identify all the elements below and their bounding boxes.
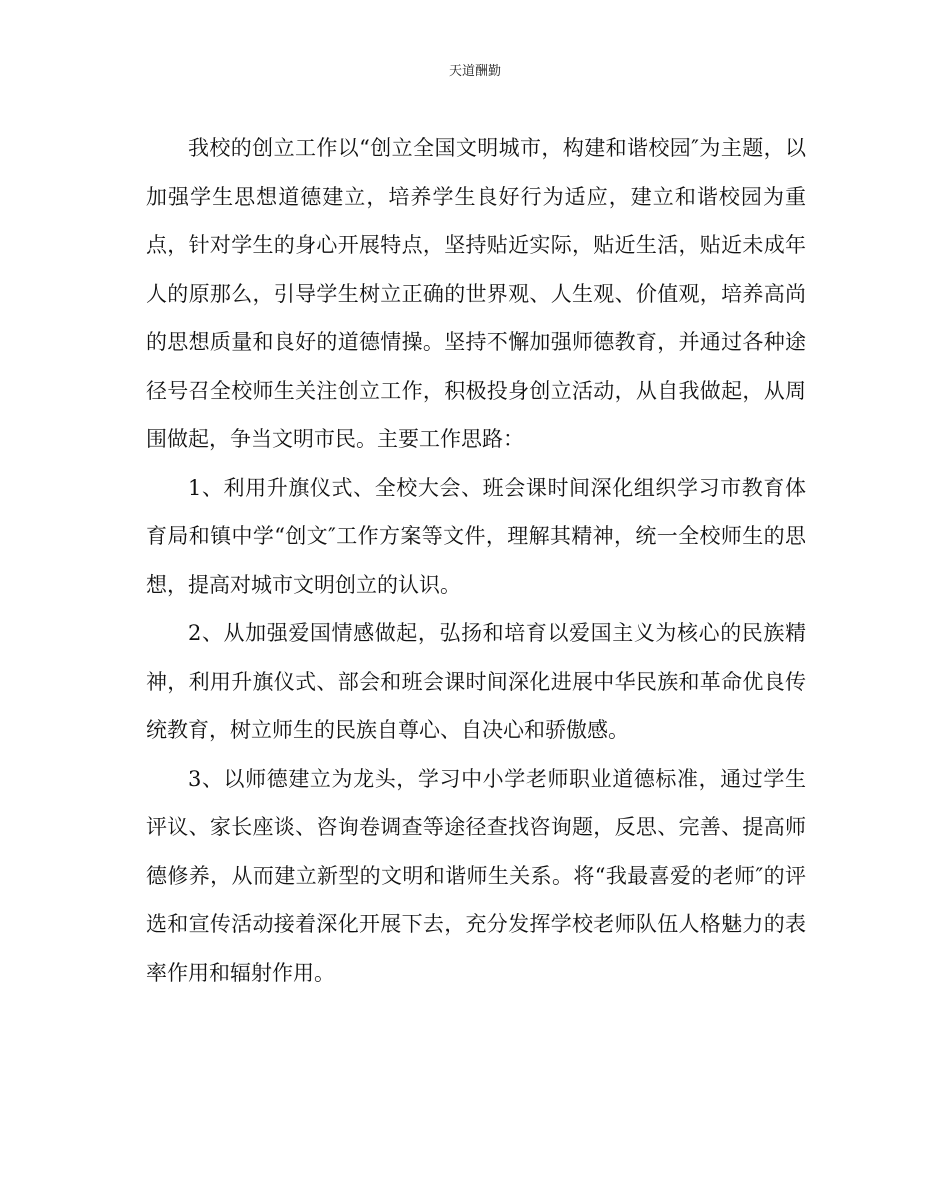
point-2-paragraph: 2、从加强爱国情感做起，弘扬和培育以爱国主义为核心的民族精神，利用升旗仪式、部会和班会课时间深化进展中华民族和革命优良传统教育，树立师生的民族自尊心、自决心和骄傲感。 <box>146 621 806 742</box>
point-1-paragraph: 1、利用升旗仪式、全校大会、班会课时间深化组织学习市教育体育局和镇中学“创文″工作方案等文件，理解其精神，统一全校师生的思想，提高对城市文明创立的认识。 <box>146 475 806 597</box>
point-3-paragraph: 3、以师德建立为龙头，学习中小学老师职业道德标准，通过学生评议、家长座谈、咨询卷调查等途径查找咨询题，反思、完善、提高师德修养，从而建立新型的文明和谐师生关系。将“我最喜爱的老师″的评选和宣传活动接着深化开展下去，充分发挥学校老师队伍人格魅力的表率作用和辐射作用。 <box>146 766 806 985</box>
document-body <box>146 124 806 997</box>
page-header: 天道酬勤 <box>448 64 501 79</box>
intro-paragraph: 我校的创立工作以“创立全国文明城市，构建和谐校园″为主题，以加强学生思想道德建立，培养学生良好行为适应，建立和谐校园为重点，针对学生的身心开展特点，坚持贴近实际，贴近生活，贴近未成年人的原那么，引导学生树立正确的世界观、人生观、价值观，培养高尚的思想质量和良好的道德情操。坚持不懈加强师德教育，并通过各种途径号召全校师生关注创立工作，积极投身创立活动，从自我做起，从周围做起，争当文明市民。主要工作思路： <box>146 136 806 451</box>
